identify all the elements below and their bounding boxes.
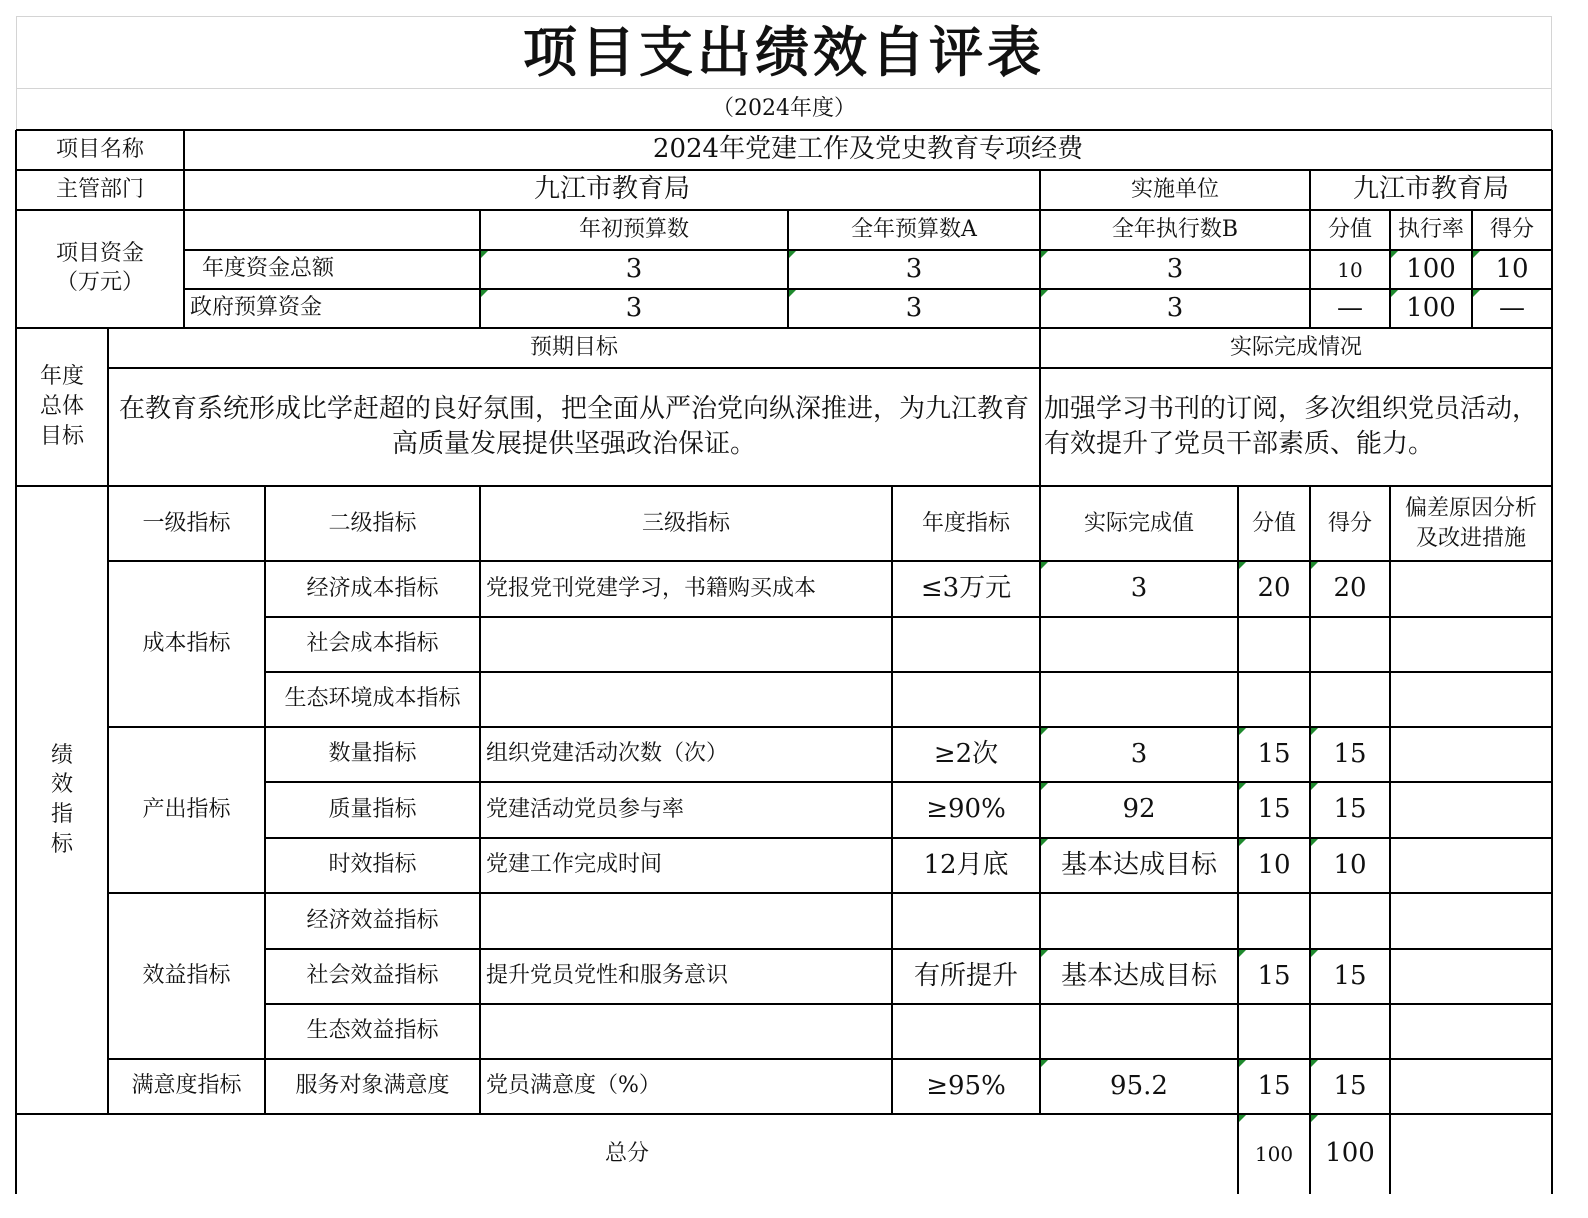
page-title: 项目支出绩效自评表 [523, 20, 1045, 84]
cell-marker [789, 251, 796, 258]
table-border [265, 1003, 1552, 1005]
goals-label [16, 328, 108, 486]
table-border [108, 367, 1552, 369]
table-border [1039, 170, 1041, 210]
score-value [1238, 672, 1310, 727]
level3-indicator: 党建工作完成时间 [486, 852, 663, 878]
actual-header: 实际完成情况 [1229, 334, 1362, 360]
funds-header-1: 全年预算数A [851, 216, 977, 242]
score-value [1238, 1004, 1310, 1059]
cell-marker [1473, 290, 1480, 297]
indicator-header-5: 分值 [1251, 510, 1296, 536]
table-border [108, 560, 1552, 562]
score-value [1238, 893, 1310, 949]
level1-indicator: 效益指标 [142, 962, 231, 988]
actual-goal: 加强学习书刊的订阅，多次组织党员活动，有效提升了党员干部素质、能力。 [1044, 393, 1539, 459]
goals-label-line: 总体 [39, 394, 84, 420]
table-border [479, 486, 481, 1114]
funds-header-2: 全年执行数B [1111, 216, 1239, 242]
actual-value [1040, 672, 1238, 727]
deviation-note [1390, 727, 1552, 782]
deviation-note [1390, 617, 1552, 672]
table-border [265, 671, 1552, 673]
expected-goal: 在教育系统形成比学赶超的良好氛围，把全面从严治党向纵深推进，为九江教育高质量发展提供坚强政治保证。 [118, 393, 1029, 459]
funds-header-5: 得分 [1489, 216, 1534, 242]
table-border [1389, 210, 1391, 328]
level1-indicator: 满意度指标 [131, 1073, 242, 1099]
score: 20 [1333, 573, 1367, 604]
cell-marker [1311, 783, 1318, 790]
cell-marker [1041, 728, 1048, 735]
cell-marker [1311, 1060, 1318, 1067]
indicator-header-0: 一级指标 [142, 510, 231, 536]
table-border [265, 616, 1552, 618]
funds-row-label: 年度资金总额 [202, 256, 335, 282]
expected-header: 预期目标 [529, 334, 618, 360]
indicator-header-4: 实际完成值 [1083, 510, 1194, 536]
cell-marker [1041, 1060, 1048, 1067]
grid-line [16, 88, 1552, 89]
level3-indicator [480, 1004, 892, 1059]
deviation-note [1390, 1059, 1552, 1114]
score-value: 20 [1257, 573, 1291, 604]
level3-indicator [480, 672, 892, 727]
deviation-note [1390, 1004, 1552, 1059]
level1-indicator: 成本指标 [142, 630, 231, 656]
annual-target [892, 672, 1040, 727]
funds-initial: 3 [625, 253, 643, 284]
table-border [107, 328, 109, 1114]
score: 15 [1333, 960, 1367, 991]
indicators-label-char: 效 [50, 772, 73, 798]
level2-indicator: 经济效益指标 [306, 907, 439, 933]
table-border [184, 249, 1552, 251]
level2-indicator: 质量指标 [328, 796, 417, 822]
cell-marker [1041, 251, 1048, 258]
cell-marker [1041, 290, 1048, 297]
cell-marker [789, 290, 796, 297]
total-value: 100 [1254, 1142, 1294, 1166]
indicator-header-7: 偏差原因分析及改进措施 [1404, 495, 1537, 551]
level2-indicator: 生态环境成本指标 [284, 686, 461, 712]
cell-marker [481, 251, 488, 258]
cell-marker [1041, 950, 1048, 957]
table-border [1039, 210, 1041, 328]
funds-score: 10 [1495, 253, 1529, 284]
funds-label-line1: 项目资金 [55, 241, 144, 267]
score-value: 15 [1257, 1070, 1291, 1101]
score-value: 15 [1257, 794, 1291, 825]
funds-rate: 100 [1406, 292, 1456, 323]
level3-indicator [480, 893, 892, 949]
table-border [1039, 486, 1041, 1114]
cell-marker [1239, 562, 1246, 569]
funds-header-4: 执行率 [1397, 216, 1464, 242]
annual-target: ≥90% [926, 794, 1006, 825]
funds-executed: 3 [1166, 292, 1184, 323]
indicator-header-1: 二级指标 [328, 510, 417, 536]
table-border [184, 288, 1552, 290]
cell-marker [1041, 562, 1048, 569]
table-border [16, 327, 1552, 329]
table-border [265, 837, 1552, 839]
cell-marker [481, 290, 488, 297]
level2-indicator: 服务对象满意度 [295, 1073, 450, 1099]
actual-value: 95.2 [1110, 1070, 1168, 1101]
annual-target [892, 1004, 1040, 1059]
level2-indicator: 社会成本指标 [306, 631, 439, 657]
score [1310, 1004, 1390, 1059]
table-border [479, 210, 481, 328]
goals-label-line: 年度 [39, 364, 84, 390]
funds-label-line2: （万元） [55, 270, 144, 295]
deviation-note [1390, 949, 1552, 1004]
level3-indicator: 党建活动党员参与率 [486, 796, 685, 822]
cell-marker [1391, 251, 1398, 258]
table-border [183, 130, 185, 328]
table-border [1471, 210, 1473, 328]
funds-rate: 100 [1406, 253, 1456, 284]
project-name: 2024年党建工作及党史教育专项经费 [652, 134, 1084, 165]
table-border [265, 948, 1552, 950]
deviation-note [1390, 893, 1552, 949]
project-name-label: 项目名称 [55, 136, 144, 162]
table-border [1309, 210, 1311, 328]
table-border [16, 1113, 1552, 1115]
grid-line [16, 16, 1552, 17]
annual-target [892, 893, 1040, 949]
indicators-label-char: 标 [50, 831, 73, 857]
cell-marker [1239, 1060, 1246, 1067]
table-border [108, 726, 1552, 728]
cell-marker [1473, 251, 1480, 258]
deviation-note [1390, 672, 1552, 727]
cell-marker [1239, 950, 1246, 957]
level3-indicator [480, 617, 892, 672]
table-border [15, 130, 17, 1194]
score [1310, 672, 1390, 727]
annual-target [892, 617, 1040, 672]
total-score: 100 [1325, 1138, 1375, 1169]
cell-marker [1239, 728, 1246, 735]
level2-indicator: 经济成本指标 [306, 575, 439, 601]
deviation-note [1390, 782, 1552, 838]
funds-executed: 3 [1166, 253, 1184, 284]
score-value [1238, 617, 1310, 672]
actual-value: 3 [1130, 573, 1148, 604]
funds-score_value: 10 [1337, 257, 1363, 282]
level3-indicator: 提升党员党性和服务意识 [486, 963, 729, 989]
score: 10 [1333, 849, 1367, 880]
table-border [16, 169, 1552, 171]
actual-value [1040, 1004, 1238, 1059]
funds-row-label: 政府预算资金 [190, 295, 323, 321]
cell-marker [1239, 783, 1246, 790]
actual-value: 基本达成目标 [1060, 960, 1217, 991]
table-border [16, 485, 1552, 487]
impl-label: 实施单位 [1130, 176, 1219, 202]
indicators-label-char: 指 [50, 802, 73, 827]
level3-indicator: 党员满意度（%） [486, 1073, 661, 1099]
actual-value: 92 [1122, 794, 1156, 825]
level3-indicator: 组织党建活动次数（次） [486, 741, 729, 767]
level2-indicator: 数量指标 [328, 741, 417, 767]
funds-initial: 3 [625, 292, 643, 323]
cell-marker [1041, 839, 1048, 846]
cell-marker [1041, 783, 1048, 790]
dept-label: 主管部门 [55, 176, 144, 202]
level2-indicator: 生态效益指标 [306, 1018, 439, 1044]
level3-indicator: 党报党刊党建学习，书籍购买成本 [486, 575, 817, 601]
level1-indicator: 产出指标 [142, 796, 231, 822]
cell-marker [1239, 839, 1246, 846]
table-border [1039, 328, 1041, 486]
year-label: （2024年度） [712, 95, 856, 121]
table-border [108, 1058, 1552, 1060]
annual-target: ≥2次 [933, 738, 999, 769]
table-border [108, 892, 1552, 894]
level2-indicator: 时效指标 [328, 852, 417, 878]
table-border [1389, 486, 1391, 1194]
funds-score_value: — [1337, 292, 1363, 323]
table-border [264, 486, 266, 1114]
cell-marker [1311, 950, 1318, 957]
table-border [1309, 170, 1311, 210]
actual-value: 基本达成目标 [1060, 849, 1217, 880]
score-value: 10 [1257, 849, 1291, 880]
table-border [16, 129, 1552, 131]
score-value: 15 [1257, 960, 1291, 991]
indicator-header-3: 年度指标 [921, 510, 1010, 536]
table-border [16, 209, 1552, 211]
annual-target: ≥95% [926, 1070, 1006, 1101]
annual-target: 12月底 [923, 849, 1009, 880]
funds-annual: 3 [905, 292, 923, 323]
funds-label [16, 210, 184, 328]
cell-marker [1311, 562, 1318, 569]
cell-marker [1391, 290, 1398, 297]
table-border [1237, 486, 1239, 1194]
annual-target: 有所提升 [913, 960, 1018, 991]
funds-score: — [1499, 292, 1525, 323]
total-label: 总分 [604, 1140, 649, 1166]
table-border [787, 210, 789, 328]
funds-annual: 3 [905, 253, 923, 284]
annual-target: ≤3万元 [920, 573, 1012, 604]
dept-value: 九江市教育局 [533, 174, 690, 205]
deviation-note [1390, 838, 1552, 893]
level2-indicator: 社会效益指标 [306, 963, 439, 989]
indicators-label [16, 486, 108, 1114]
indicator-header-2: 三级指标 [641, 510, 730, 536]
score-value: 15 [1257, 738, 1291, 769]
score [1310, 617, 1390, 672]
score: 15 [1333, 1070, 1367, 1101]
score: 15 [1333, 794, 1367, 825]
table-border [891, 486, 893, 1114]
table-border [265, 781, 1552, 783]
actual-value: 3 [1130, 738, 1148, 769]
cell-marker [1311, 839, 1318, 846]
score: 15 [1333, 738, 1367, 769]
table-border [1309, 486, 1311, 1194]
goals-label-line: 目标 [39, 423, 84, 449]
cell-marker [1311, 728, 1318, 735]
score [1310, 893, 1390, 949]
indicator-header-6: 得分 [1327, 510, 1372, 536]
funds-header-0: 年初预算数 [578, 216, 689, 242]
indicators-label-char: 绩 [50, 742, 73, 768]
deviation-note [1390, 561, 1552, 617]
impl-value: 九江市教育局 [1352, 174, 1509, 205]
actual-value [1040, 617, 1238, 672]
actual-value [1040, 893, 1238, 949]
funds-header-3: 分值 [1327, 216, 1372, 242]
